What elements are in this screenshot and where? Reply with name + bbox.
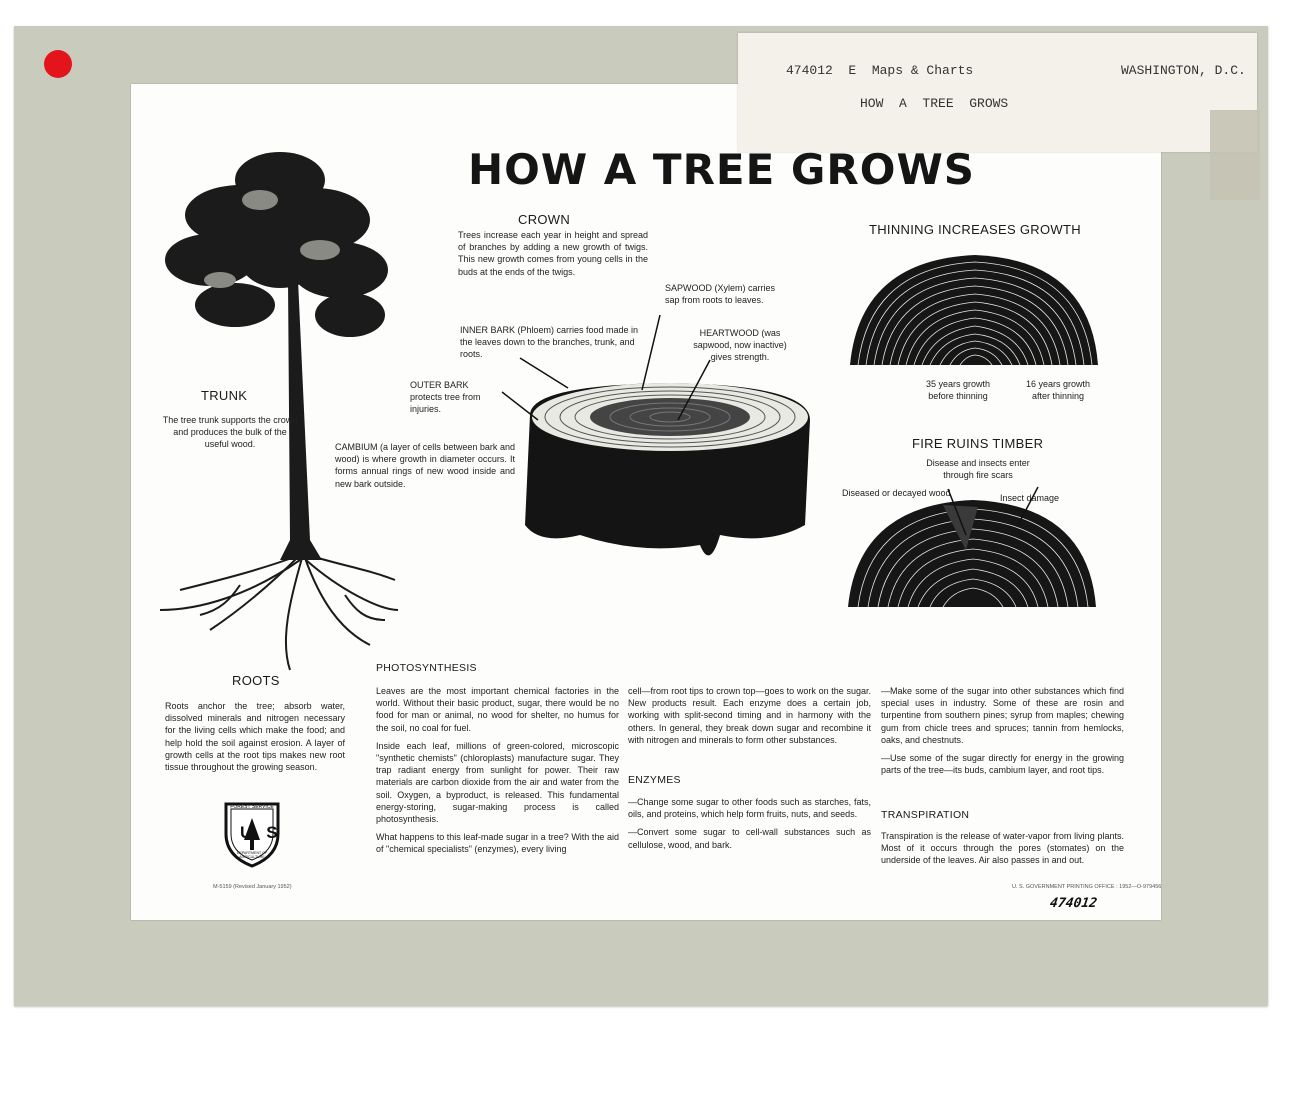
enzymes-p1: —Change some sugar to other foods such as starches, fats, oils, and proteins, which help form fruits, nuts, and seeds. — [628, 797, 871, 820]
roots-text: Roots anchor the tree; absorb water, dissolved minerals and nitrogen necessary for the living cells which make the food; and help hold the soil against erosion. A layer of growth cells at the root tips makes new root tissue throughout the growing season. — [165, 701, 345, 773]
fire-heading: FIRE RUINS TIMBER — [912, 436, 1044, 451]
outer-bark-label: OUTER BARK protects tree from injuries. — [410, 380, 481, 415]
crown-text: Trees increase each year in height and spread of branches by adding a new growth of twigs. This new growth comes from young cells in the buds at the ends of the twigs. — [458, 230, 648, 277]
photosynthesis-p2: Inside each leaf, millions of green-colored, microscopic "synthetic chemists" (chloroplasts) manufacture sugar. They trap radiant energy from sunlight for power. Their raw materials are carbon dioxide from the air and water from the soil. Oxygen, a byproduct, is released. This fundamental energy-storing, sugar-making process is called photosynthesis. — [376, 740, 619, 825]
label-catalog-line: 474012 E Maps & Charts — [786, 63, 974, 78]
label-location: WASHINGTON, D.C. — [1121, 63, 1246, 78]
thinning-heading: THINNING INCREASES GROWTH — [869, 222, 1081, 237]
enzymes-continued — [881, 685, 1124, 782]
sapwood-label: SAPWOOD (Xylem) carries sap from roots to leaves. — [665, 283, 776, 306]
archive-label-card — [738, 33, 1257, 152]
shield-top-text: FOREST SERVICE — [230, 804, 274, 810]
trunk-text: The tree trunk supports the crown and produces the bulk of the useful wood. — [162, 415, 298, 450]
shield-bottom-text: DEPARTMENT OF AGRICULTURE — [236, 851, 268, 859]
heartwood-label: HEARTWOOD (was sapwood, now inactive) gives strength. — [693, 328, 787, 363]
thinning-caption-after-line1: 16 years growth — [1025, 379, 1091, 389]
label-title: HOW A TREE GROWS — [860, 96, 1009, 111]
poster-title: HOW A TREE GROWS — [468, 145, 976, 194]
photosynthesis-p1: Leaves are the most important chemical factories in the world. Without their basic product, sugar, there would be no food for man or animal, no wood for shelter, no humus for the soil, no coal for fuel. — [376, 686, 619, 733]
photosynthesis-p4: cell—from root tips to crown top—goes to work on the sugar. New products result. Each enzyme does a certain job, working with split-second timing and in harmony with the others. In general, they break down sugar and recombine it with nitrogen and minerals to form other substances. — [628, 686, 871, 745]
cambium-label: CAMBIUM (a layer of cells between bark and wood) is where growth in diameter occurs. It forms annual rings of new wood inside and new bark outside. — [335, 442, 515, 489]
crown-heading: CROWN — [518, 212, 571, 227]
footer-form-number: M-5159 (Revised January 1952) — [213, 884, 292, 890]
roots-heading: ROOTS — [232, 673, 280, 688]
tape-strip — [1210, 110, 1260, 200]
enzymes-p2: —Convert some sugar to cell-wall substances such as cellulose, wood, and bark. — [628, 827, 871, 850]
photosynthesis-column — [376, 685, 619, 862]
photosynthesis-p3: What happens to this leaf-made sugar in a tree? With the aid of "chemical specialists" (enzymes), every living — [376, 832, 619, 855]
fire-label-insect: Insect damage — [1000, 493, 1060, 503]
footer-printing-office: U. S. GOVERNMENT PRINTING OFFICE : 1952—O-979456 — [1012, 884, 1162, 890]
tree-illustration — [140, 140, 400, 680]
thinning-caption-before-line2: before thinning — [928, 391, 988, 402]
trunk-heading: TRUNK — [201, 388, 248, 403]
fire-subtitle-line2: through fire scars — [943, 470, 1013, 481]
enzymes-p3: —Make some of the sugar into other substances which find special uses in industry. Some of these are rosin and turpentine from southern pines; syrup from maples; chewing gum from chicle trees and spruces; tannin from hemlocks, oaks, and chestnuts. — [881, 686, 1124, 745]
thinning-caption-before — [918, 378, 998, 402]
stamp-number: 474012 — [1048, 896, 1099, 911]
thinning-caption-after-line2: after thinning — [1031, 391, 1085, 402]
stump-pointers — [490, 300, 790, 450]
photosynthesis-heading: PHOTOSYNTHESIS — [376, 662, 477, 674]
enzymes-p4: —Use some of the sugar directly for energy in the growing parts of the tree—its buds, cambium layer, and root tips. — [881, 753, 1124, 776]
fire-label-decay: Diseased or decayed wood — [842, 488, 951, 498]
fire-cross-section — [848, 495, 1098, 615]
transpiration-text: Transpiration is the release of water-vapor from living plants. Most of it occurs through the pores (stomates) on the underside of the leaves. Air also passes in and out. — [881, 831, 1124, 866]
fire-subtitle — [908, 457, 1048, 481]
inner-bark-label: INNER BARK (Phloem) carries food made in the leaves down to the branches, trunk, and roots. — [460, 325, 639, 360]
photosynthesis-continued — [628, 685, 871, 752]
thinning-caption-before-line1: 35 years growth — [925, 379, 991, 389]
enzymes-heading: ENZYMES — [628, 774, 681, 786]
shield-letters: US — [240, 823, 292, 842]
fire-subtitle-line1: Disease and insects enter — [926, 458, 1030, 468]
transpiration-heading: TRANSPIRATION — [881, 809, 970, 821]
thinning-cross-section — [850, 250, 1100, 370]
bottom-margin — [0, 1040, 1300, 1095]
red-dot-marker — [44, 50, 72, 78]
thinning-caption-after — [1018, 378, 1098, 402]
enzymes-column — [628, 796, 871, 857]
